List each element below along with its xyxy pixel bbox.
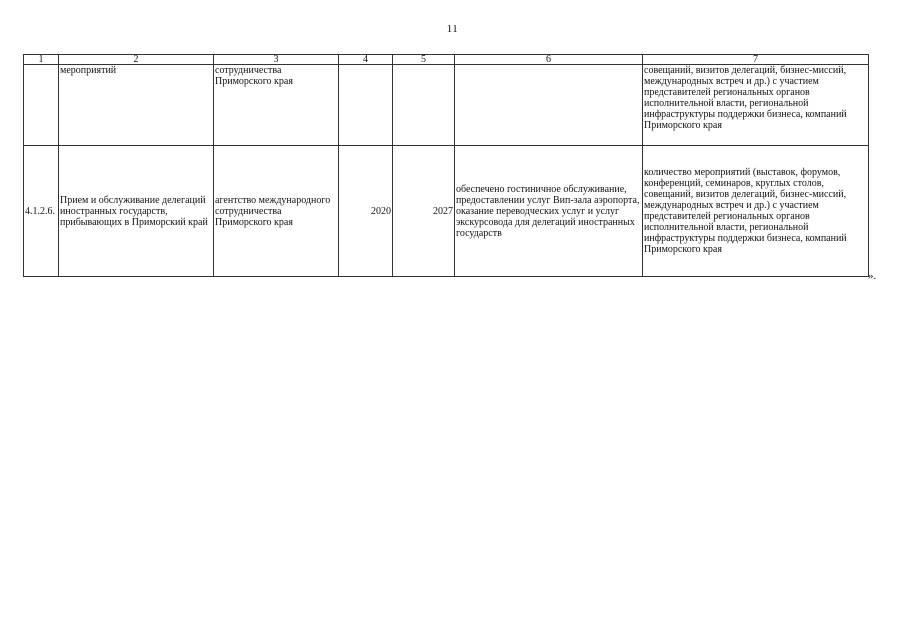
closing-quote-mark: ». <box>868 270 877 282</box>
column-header: 3 <box>214 55 339 65</box>
table-row <box>24 65 869 146</box>
result-cell: обеспечено гостиничное обслуживание, предоставлении услуг Вип-зала аэропорта, оказание переводческих услуг и услуг экскурсовода для делегаций иностранных государств <box>455 146 643 277</box>
column-header: 5 <box>393 55 455 65</box>
column-header: 1 <box>24 55 59 65</box>
measures-table <box>23 54 869 277</box>
column-header: 2 <box>59 55 214 65</box>
column-header: 4 <box>339 55 393 65</box>
end-year-cell: 2027 <box>393 146 455 277</box>
end-year-cell <box>393 65 455 146</box>
table-header-row <box>24 55 869 65</box>
item-number-cell: 4.1.2.6. <box>24 146 59 277</box>
item-number-cell <box>24 65 59 146</box>
start-year-cell <box>339 65 393 146</box>
start-year-cell: 2020 <box>339 146 393 277</box>
executor-cell: агентство международного сотрудничества Приморского края <box>214 146 339 277</box>
result-cell <box>455 65 643 146</box>
column-header: 7 <box>643 55 869 65</box>
page-number: 11 <box>446 23 459 35</box>
executor-cell: сотрудничества Приморского края <box>214 65 339 146</box>
measure-name-cell: мероприятий <box>59 65 214 146</box>
table-row <box>24 146 869 277</box>
indicator-cell: количество мероприятий (выставок, форумов, конференций, семинаров, круглых столов, совещаний, визитов делегаций, бизнес-миссий, международных встреч и др.) с участием представителей региональных органов исполнительной власти, региональной инфраструктуры поддержки бизнеса, компаний Приморского края <box>643 146 869 277</box>
column-header: 6 <box>455 55 643 65</box>
measure-name-cell: Прием и обслуживание делегаций иностранных государств, прибывающих в Приморский край <box>59 146 214 277</box>
indicator-cell: совещаний, визитов делегаций, бизнес-миссий, международных встреч и др.) с участием представителей региональных органов исполнительной власти, региональной инфраструктуры поддержки бизнеса, компаний Приморского края <box>643 65 869 146</box>
